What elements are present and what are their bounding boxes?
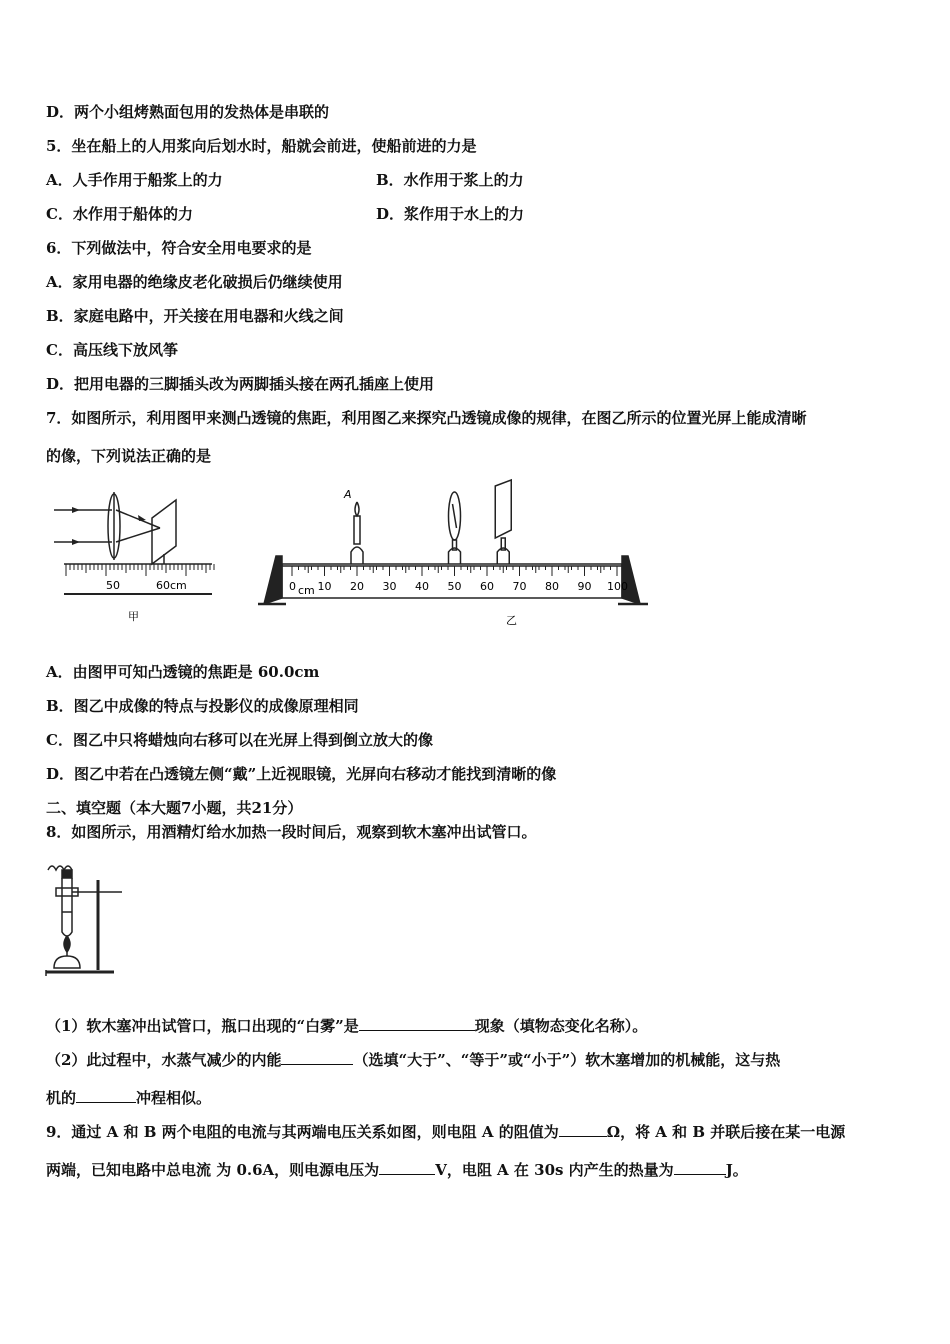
q9-line1 (46, 1122, 845, 1142)
jia-tick-50: 50 (106, 579, 120, 592)
q5-option-a: A．人手作用于船浆上的力 (46, 171, 223, 189)
q5-option-d: D．浆作用于水上的力 (376, 205, 525, 223)
q7-option-c: C．图乙中只将蜡烛向右移可以在光屏上得到倒立放大的像 (46, 731, 433, 749)
q8-part2-line1 (46, 1050, 780, 1070)
q4-option-d: D．两个小组烤熟面包用的发热体是串联的 (46, 103, 330, 121)
q7-option-d: D．图乙中若在凸透镜左侧“戴”上近视眼镜，光屏向右移动才能找到清晰的像 (46, 765, 557, 783)
q6-stem: 6．下列做法中，符合安全用电要求的是 (46, 239, 312, 257)
q7-stem-line2: 的像，下列说法正确的是 (46, 447, 212, 465)
q7-stem-line1: 7．如图所示，利用图甲来测凸透镜的焦距，利用图乙来探究凸透镜成像的规律，在图乙所示的位置光屏上能成清晰 (46, 409, 807, 427)
figure-jia (44, 488, 254, 628)
yi-tick-label: 40 (415, 580, 429, 593)
q8-stem: 8．如图所示，用酒精灯给水加热一段时间后，观察到软木塞冲出试管口。 (46, 823, 537, 841)
q8-part1-text-a: （1）软木塞冲出试管口，瓶口出现的“白雾”是 (46, 1017, 359, 1035)
q8-part2-text-b: （选填“大于”、“等于”或“小于”）软木塞增加的机械能，这与热 (353, 1051, 781, 1069)
q5-option-b: B．水作用于浆上的力 (376, 171, 524, 189)
q8-part2-line2 (46, 1088, 211, 1108)
candle (351, 502, 363, 564)
q6-option-c: C．高压线下放风筝 (46, 341, 178, 359)
yi-tick-label: 70 (512, 580, 527, 593)
q9-text-c: 两端，已知电路中总电流 为 0.6A，则电源电压为 (46, 1161, 380, 1179)
q9-text-d: V，电阻 A 在 30s 内产生的热量为 (435, 1161, 674, 1179)
q9-blank-voltage[interactable] (379, 1160, 435, 1175)
q7-option-a: A．由图甲可知凸透镜的焦距是 60.0cm (46, 663, 320, 681)
jia-tick-60cm: 60cm (156, 579, 187, 592)
yi-tick-label: 50 (447, 580, 462, 593)
yi-tick-label: 100 (607, 580, 628, 593)
q8-part2-blank1[interactable] (281, 1050, 353, 1065)
q8-part2-text-c: 机的 (46, 1089, 77, 1107)
jia-caption: 甲 (128, 610, 139, 623)
yi-tick-label: cm (298, 584, 315, 597)
figure-yi (256, 478, 652, 630)
q8-part2-text-a: （2）此过程中，水蒸气减少的内能 (46, 1051, 282, 1069)
light-screen (495, 480, 511, 564)
yi-tick-label: 0 (289, 580, 296, 593)
q9-line2 (46, 1160, 748, 1180)
q8-part2-blank2[interactable] (76, 1088, 136, 1103)
q9-blank-resistance[interactable] (559, 1122, 607, 1137)
convex-lens (449, 492, 461, 564)
q7-option-b: B．图乙中成像的特点与投影仪的成像原理相同 (46, 697, 359, 715)
section-2-title: 二、填空题（本大题7小题，共21分） (46, 799, 303, 817)
q9-text-e: J。 (725, 1161, 748, 1179)
yi-tick-label: 10 (317, 580, 332, 593)
q8-part1-text-b: 现象（填物态变化名称）。 (474, 1017, 648, 1035)
q8-part1-blank[interactable] (359, 1016, 475, 1031)
q5-option-c: C．水作用于船体的力 (46, 205, 193, 223)
q9-text-b: Ω，将 A 和 B 并联后接在某一电源 (606, 1123, 846, 1141)
yi-tick-label: 30 (382, 580, 397, 593)
q6-option-d: D．把用电器的三脚插头改为两脚插头接在两孔插座上使用 (46, 375, 435, 393)
yi-label-a: A (344, 488, 352, 501)
q9-text-a: 9．通过 A 和 B 两个电阻的电流与其两端电压关系如图，则电阻 A 的阻值为 (46, 1123, 559, 1141)
yi-tick-label: 60 (480, 580, 494, 593)
q6-option-b: B．家庭电路中，开关接在用电器和火线之间 (46, 307, 344, 325)
yi-caption: 乙 (506, 614, 517, 627)
yi-tick-label: 90 (577, 580, 592, 593)
q8-part2-text-d: 冲程相似。 (136, 1089, 212, 1107)
yi-tick-label: 20 (350, 580, 364, 593)
q6-option-a: A．家用电器的绝缘皮老化破损后仍继续使用 (46, 273, 343, 291)
figure-alcohol-lamp (42, 852, 142, 980)
q5-stem: 5．坐在船上的人用浆向后划水时，船就会前进，使船前进的力是 (46, 137, 477, 155)
q8-part1 (46, 1016, 647, 1036)
q9-blank-heat[interactable] (674, 1160, 726, 1175)
yi-tick-label: 80 (545, 580, 559, 593)
